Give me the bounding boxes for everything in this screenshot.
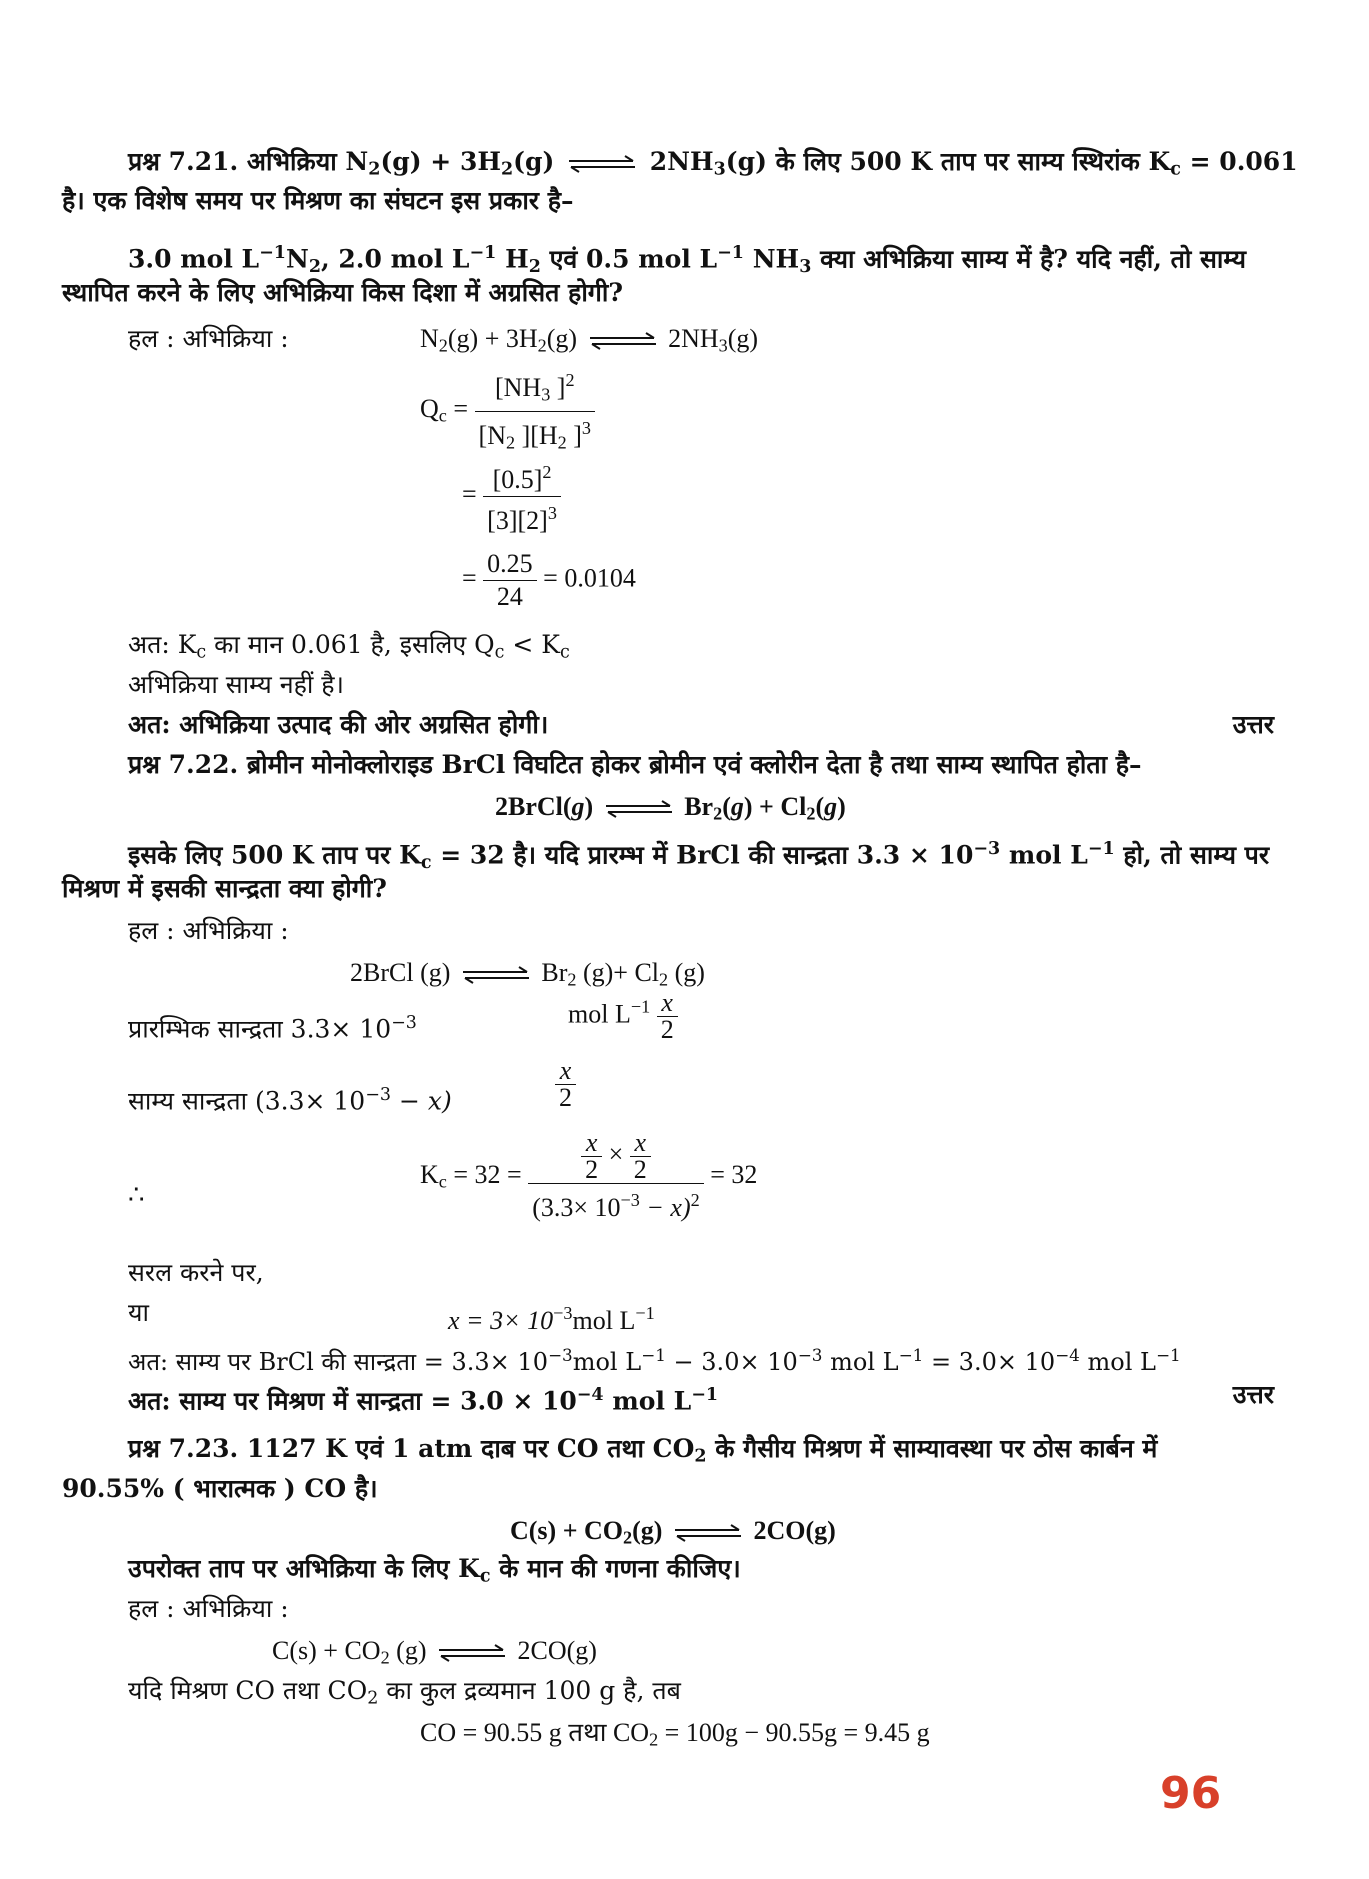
q21-line3: 3.0 mol $L^{-1}N_2$, 2.0 mol $L^{-1}$ $H_2$ एवं 0.5 mol $L^{-1}$ $NH_3$ क्या अभिक्रिया साम्य में है? यदि नहीं, तो साम्य: [128, 243, 1247, 277]
q21-conclusion3: अत: अभिक्रिया उत्पाद की ओर अग्रसित होगी।: [128, 710, 549, 739]
q22-initial-products: mol $L^{-1}$ $\frac{x}{2}$: [568, 990, 678, 1043]
q22-therefore-symbol: ∴: [128, 1180, 145, 1209]
q22-equation: 2BrCl(g) $Br_2(g) + Cl_2(g)$: [495, 792, 846, 824]
q21-conclusion1: अत: $K_c$ का मान 0.061 है, इसलिए $Q_c < K_c$: [128, 630, 570, 663]
q23-line2: 90.55% ( भारात्मक ) CO है।: [62, 1474, 378, 1503]
q23-line4: उपरोक्त ताप पर अभिक्रिया के लिए $K_c$ के मान की गणना कीजिए।: [128, 1554, 741, 1587]
equilibrium-arrow-icon: [567, 154, 637, 174]
q23-line1: प्रश्न 7.23. 1127 K एवं 1 atm दाब पर CO तथा $CO_2$ के गैसीय मिश्रण में साम्यावस्था पर ठोस कार्बन में: [128, 1434, 1158, 1467]
q22-concentration-calc: अत: साम्य पर BrCl की सान्द्रता = $3.3\times 10^{-3}mol$ $L^{-1} - 3.0\times 10^{-3}$ mol $L^{-1} = 3.0\times 10^{-4}$ mol $L^{-1}$: [128, 1345, 1181, 1377]
q21-line4: स्थापित करने के लिए अभिक्रिया किस दिशा में अग्रसित होगी?: [62, 278, 624, 307]
equilibrium-arrow-icon: [588, 331, 658, 351]
q23-reaction: $C(s) + CO_2$ (g) 2CO(g): [272, 1636, 597, 1668]
page-number: 96: [1160, 1768, 1222, 1819]
q23-solution-label: हल : अभिक्रिया :: [128, 1594, 289, 1623]
q21-qc-expression: $Q_c$ = $\frac{[NH_3 ]^2}{[N_2 ][H_2 ]^3}$: [420, 364, 595, 458]
q22-answer-mark: उत्तर: [1232, 1380, 1274, 1409]
q23-equation: $C(s) + CO_2(g)$ 2CO(g): [510, 1516, 836, 1548]
q22-line4: मिश्रण में इसकी सान्द्रता क्या होगी?: [62, 874, 387, 903]
q22-initial-concentration: प्रारम्भिक सान्द्रता $3.3\times 10^{-3}$: [128, 1013, 417, 1044]
q22-reaction: 2BrCl (g) $Br_2$ $(g)+ Cl_2$ (g): [350, 958, 705, 990]
equilibrium-arrow-icon: [461, 965, 531, 985]
q22-simplify: सरल करने पर,: [128, 1258, 264, 1287]
q22-or: या: [128, 1298, 149, 1327]
q22-x-value: $x = 3\times 10^{-3}mol$ $L^{-1}$: [448, 1303, 655, 1335]
q21-step3: = $\frac{0.25}{24}$ = 0.0104: [462, 549, 636, 611]
equilibrium-arrow-icon: [437, 1643, 507, 1663]
q23-mass-statement: यदि मिश्रण CO तथा $CO_2$ का कुल द्रव्यमान 100 g है, तब: [128, 1676, 681, 1709]
q22-final-concentration: अत: साम्य पर मिश्रण में सान्द्रता = $3.0 \times 10^{-4}$ mol $L^{-1}$: [128, 1385, 719, 1416]
q21-conclusion2: अभिक्रिया साम्य नहीं है।: [128, 670, 345, 699]
equilibrium-arrow-icon: [673, 1523, 743, 1543]
q21-line2: है। एक विशेष समय पर मिश्रण का संघटन इस प्रकार है–: [62, 186, 574, 215]
q22-equilibrium-concentration: साम्य सान्द्रता $(3.3\times 10^{-3} - x)$: [128, 1085, 452, 1116]
q22-solution-label: हल : अभिक्रिया :: [128, 916, 289, 945]
q22-kc-expression: $K_c = 32$ = $\frac{x}{2}$ × $\frac{x}{2}$ $(3.3\times 10^{-3} - x)^2$ = 32: [420, 1128, 758, 1222]
q21-answer-mark: उत्तर: [1232, 710, 1274, 739]
q21-reaction: $N_2(g) + 3H_2(g)$ $2NH_3(g)$: [420, 324, 759, 356]
q22-equilibrium-products: $\frac{x}{2}$: [555, 1058, 576, 1111]
q21-step2: = $\frac{[0.5]^2}{[3][2]^3}$: [462, 456, 561, 537]
q22-line1: प्रश्न 7.22. ब्रोमीन मोनोक्लोराइड BrCl विघटित होकर ब्रोमीन एवं क्लोरीन देता है तथा साम्य स्थापित होता है–: [128, 750, 1142, 779]
q21-line1: प्रश्न 7.21. अभिक्रिया $N_2(g) + 3H_2(g)$ $2NH_3(g)$ के लिए 500 K ताप पर साम्य स्थिरांक $K_c = 0.061$: [128, 147, 1298, 180]
q21-solution-label: हल : अभिक्रिया :: [128, 324, 289, 353]
q22-line3: इसके लिए 500 K ताप पर $K_c = 32$ है। यदि प्रारम्भ में BrCl की सान्द्रता $3.3 \times 10^{-3}$ mol $L^{-1}$ हो, तो साम्य पर: [128, 839, 1270, 873]
equilibrium-arrow-icon: [604, 799, 674, 819]
q23-mass-values: CO = 90.55 g तथा $CO_2 = 100g - 90.55g = 9.45$ g: [420, 1718, 930, 1750]
